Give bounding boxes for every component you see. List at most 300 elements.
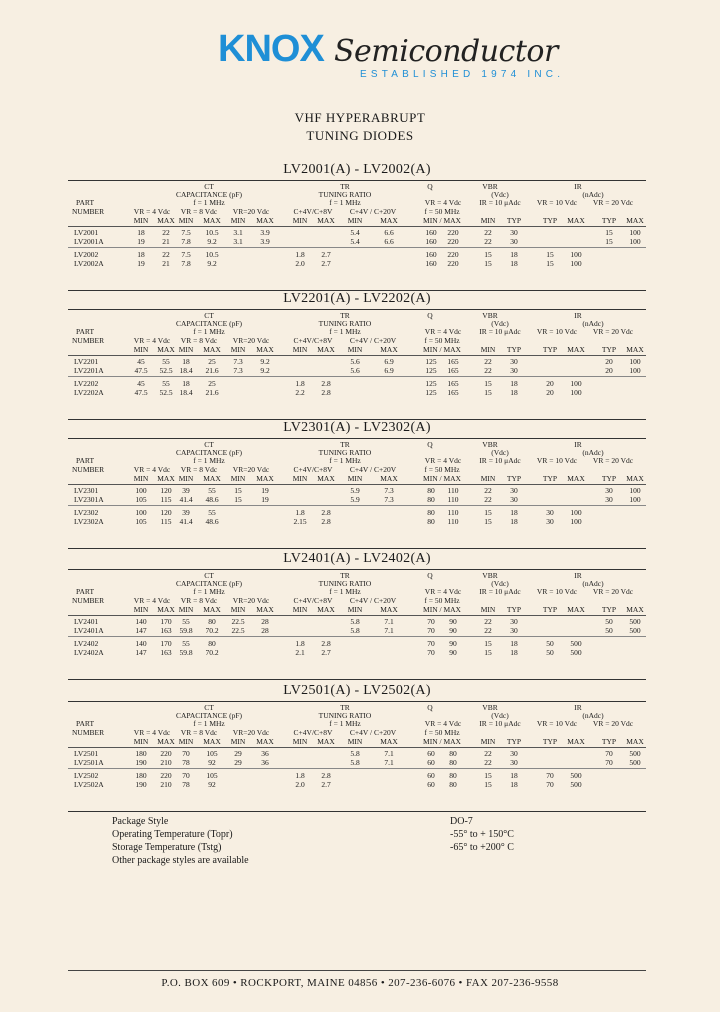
spec-value: 100 [570, 388, 582, 397]
column-header: MAX [256, 474, 274, 483]
part-number: LV2202 [74, 379, 99, 388]
spec-value: 60 [427, 749, 435, 758]
spec-value: 3.1 [233, 228, 243, 237]
spec-value: 7.3 [233, 357, 243, 366]
column-header: C+4V / C+20V [349, 465, 397, 474]
column-header: MIN [347, 605, 363, 614]
spec-table [68, 701, 646, 812]
column-header: f = 1 MHz [193, 587, 225, 596]
column-header: TR [340, 703, 350, 712]
column-header: CT [204, 182, 214, 191]
column-header: MAX [380, 216, 398, 225]
spec-value: 7.1 [384, 617, 394, 626]
column-header: MAX [203, 345, 221, 354]
column-header: VR=20 Vdc [232, 728, 270, 737]
column-header: MIN [480, 474, 496, 483]
spec-value: 15 [234, 486, 242, 495]
part-number: LV2501 [74, 749, 99, 758]
spec-value: 80 [427, 486, 435, 495]
spec-value: 78 [182, 780, 190, 789]
column-header: IR = 10 μAdc [479, 327, 521, 336]
column-header: (Vdc) [491, 319, 509, 328]
spec-value: 50 [546, 648, 554, 657]
column-header: C+4V/C+8V [293, 596, 333, 605]
spec-value: 60 [427, 771, 435, 780]
spec-value: 105 [206, 749, 218, 758]
spec-value: 18 [137, 250, 145, 259]
column-header: IR = 10 μAdc [479, 587, 521, 596]
spec-value: 18 [510, 259, 518, 268]
spec-value: 52.5 [159, 388, 173, 397]
part-number: LV2502 [74, 771, 99, 780]
spec-value: 100 [629, 495, 641, 504]
spec-value: 22 [484, 366, 492, 375]
spec-value: 1.8 [295, 508, 305, 517]
spec-value: 18 [510, 388, 518, 397]
spec-value: 140 [135, 617, 147, 626]
spec-value: 15 [605, 237, 613, 246]
spec-value: 7.8 [181, 259, 191, 268]
spec-value: 100 [570, 250, 582, 259]
column-header: MAX [626, 216, 644, 225]
column-header: f = 1 MHz [193, 198, 225, 207]
spec-value: 5.8 [350, 617, 360, 626]
spec-value: 30 [510, 228, 518, 237]
spec-value: 22 [484, 749, 492, 758]
spec-value: 78 [182, 758, 190, 767]
spec-value: 500 [629, 626, 641, 635]
spec-value: 2.0 [295, 780, 305, 789]
column-header: VR = 20 Vdc [592, 719, 634, 728]
spec-value: 18 [510, 771, 518, 780]
spec-value: 500 [629, 749, 641, 758]
spec-value: 70 [427, 617, 435, 626]
column-header: MAX [317, 345, 335, 354]
spec-value: 15 [484, 780, 492, 789]
column-header: C+4V / C+20V [349, 336, 397, 345]
header-divider [68, 484, 646, 485]
spec-value: 165 [447, 357, 459, 366]
spec-value: 48.6 [205, 517, 219, 526]
spec-value: 47.5 [134, 366, 148, 375]
spec-value: 52.5 [159, 366, 173, 375]
column-header: VBR [482, 703, 498, 712]
spec-value: 100 [135, 508, 147, 517]
spec-value: 6.9 [384, 357, 394, 366]
part-number: LV2302A [74, 517, 104, 526]
spec-value: 190 [135, 758, 147, 767]
group-divider [68, 247, 646, 248]
column-header: f = 1 MHz [329, 719, 361, 728]
spec-value: 15 [605, 228, 613, 237]
column-header: VR = 20 Vdc [592, 456, 634, 465]
note-row [112, 841, 532, 854]
spec-value: 70 [182, 771, 190, 780]
logo-established: ESTABLISHED 1974 INC. [360, 69, 565, 80]
column-header: MIN [347, 216, 363, 225]
spec-value: 9.2 [207, 237, 217, 246]
spec-value: 29 [234, 749, 242, 758]
spec-value: 15 [484, 379, 492, 388]
part-number: LV2201 [74, 357, 99, 366]
column-header: VR=20 Vdc [232, 207, 270, 216]
spec-value: 50 [605, 617, 613, 626]
spec-value: 2.1 [295, 648, 305, 657]
spec-value: 170 [160, 617, 172, 626]
spec-value: 60 [427, 780, 435, 789]
spec-value: 22 [484, 228, 492, 237]
spec-value: 45 [137, 357, 145, 366]
column-header: TUNING RATIO [318, 711, 372, 720]
section-title: LV2301(A) - LV2302(A) [283, 420, 431, 435]
spec-value: 18 [510, 639, 518, 648]
column-header: TYP [601, 737, 617, 746]
column-header: VR = 10 Vdc [536, 198, 578, 207]
column-header: VR = 4 Vdc [133, 207, 171, 216]
column-header: VR = 8 Vdc [180, 207, 218, 216]
spec-value: 125 [425, 366, 437, 375]
spec-value: 18 [510, 648, 518, 657]
spec-value: 22 [484, 237, 492, 246]
spec-value: 100 [629, 486, 641, 495]
column-header: MIN [292, 605, 308, 614]
part-number: LV2002 [74, 250, 99, 259]
column-header: VR = 20 Vdc [592, 198, 634, 207]
spec-value: 39 [182, 508, 190, 517]
column-header: NUMBER [72, 596, 105, 605]
spec-value: 100 [570, 517, 582, 526]
part-number: LV2402A [74, 648, 104, 657]
spec-value: 55 [162, 379, 170, 388]
note-value: -65° to +200° C [450, 842, 514, 853]
column-header: MAX [567, 474, 585, 483]
spec-value: 45 [137, 379, 145, 388]
spec-value: 15 [484, 771, 492, 780]
spec-value: 30 [510, 749, 518, 758]
column-header: MAX [626, 474, 644, 483]
spec-value: 160 [425, 259, 437, 268]
column-header: VR = 4 Vdc [133, 596, 171, 605]
section-title: LV2001(A) - LV2002(A) [283, 162, 431, 177]
column-header: f = 50 MHz [424, 336, 460, 345]
column-header: TUNING RATIO [318, 579, 372, 588]
column-header: MIN [292, 216, 308, 225]
spec-value: 500 [570, 648, 582, 657]
column-header: MAX [203, 605, 221, 614]
column-header: C+4V/C+8V [293, 336, 333, 345]
column-header: TYP [601, 345, 617, 354]
column-header: VR = 10 Vdc [536, 327, 578, 336]
column-header: C+4V/C+8V [293, 728, 333, 737]
column-header: (nAdc) [582, 190, 604, 199]
spec-value: 6.6 [384, 237, 394, 246]
spec-value: 80 [427, 517, 435, 526]
spec-value: 9.2 [260, 366, 270, 375]
spec-value: 90 [449, 617, 457, 626]
spec-value: 15 [484, 250, 492, 259]
spec-value: 163 [160, 626, 172, 635]
spec-value: 500 [570, 780, 582, 789]
spec-value: 30 [510, 626, 518, 635]
spec-value: 7.1 [384, 758, 394, 767]
column-header: f = 1 MHz [193, 456, 225, 465]
spec-value: 100 [135, 486, 147, 495]
note-row [112, 815, 532, 828]
column-header: CAPACITANCE (pF) [175, 190, 243, 199]
column-header: TYP [506, 737, 522, 746]
spec-value: 29 [234, 758, 242, 767]
column-header: MIN [178, 474, 194, 483]
spec-table [68, 309, 646, 420]
column-header: IR [574, 440, 582, 449]
part-number: LV2302 [74, 508, 99, 517]
spec-value: 18 [510, 780, 518, 789]
column-header: VR = 4 Vdc [424, 719, 462, 728]
column-header: VR = 4 Vdc [424, 587, 462, 596]
part-number: LV2201A [74, 366, 104, 375]
column-header: PART [76, 456, 95, 465]
spec-value: 7.1 [384, 626, 394, 635]
spec-value: 18.4 [179, 388, 193, 397]
column-header: MIN [133, 345, 149, 354]
spec-value: 59.8 [179, 648, 193, 657]
spec-value: 500 [629, 758, 641, 767]
spec-value: 15 [484, 639, 492, 648]
column-header: VR = 10 Vdc [536, 719, 578, 728]
column-header: MAX [380, 605, 398, 614]
group-divider [68, 636, 646, 637]
spec-value: 100 [629, 237, 641, 246]
column-header: TYP [601, 605, 617, 614]
spec-value: 3.1 [233, 237, 243, 246]
column-header: Q [427, 182, 433, 191]
spec-value: 18 [510, 517, 518, 526]
spec-value: 120 [160, 508, 172, 517]
column-header: VR = 4 Vdc [133, 336, 171, 345]
spec-value: 21.6 [205, 366, 219, 375]
column-header: MAX [626, 737, 644, 746]
group-divider [68, 505, 646, 506]
spec-value: 19 [137, 237, 145, 246]
spec-value: 5.9 [350, 495, 360, 504]
spec-value: 92 [208, 780, 216, 789]
note-value: DO-7 [450, 816, 473, 827]
column-header: MAX [157, 737, 175, 746]
column-header: Q [427, 571, 433, 580]
spec-value: 30 [510, 366, 518, 375]
spec-value: 70 [605, 758, 613, 767]
spec-value: 165 [447, 379, 459, 388]
part-number: LV2502A [74, 780, 104, 789]
column-header: MIN / MAX [423, 737, 461, 746]
column-header: C+4V/C+8V [293, 207, 333, 216]
column-header: PART [76, 719, 95, 728]
spec-value: 147 [135, 648, 147, 657]
column-header: Q [427, 703, 433, 712]
spec-value: 55 [182, 639, 190, 648]
spec-value: 210 [160, 758, 172, 767]
column-header: MIN [480, 737, 496, 746]
column-header: MIN [133, 737, 149, 746]
spec-value: 90 [449, 626, 457, 635]
spec-value: 10.5 [205, 250, 219, 259]
spec-value: 90 [449, 639, 457, 648]
part-number: LV2402 [74, 639, 99, 648]
spec-value: 55 [208, 508, 216, 517]
column-header: TR [340, 440, 350, 449]
part-number: LV2401 [74, 617, 99, 626]
column-header: f = 1 MHz [329, 327, 361, 336]
column-header: MIN [178, 345, 194, 354]
spec-value: 30 [510, 495, 518, 504]
company-logo [0, 20, 720, 90]
column-header: MIN [230, 605, 246, 614]
footer-divider [68, 970, 646, 971]
group-divider [68, 376, 646, 377]
spec-value: 210 [160, 780, 172, 789]
column-header: VR = 20 Vdc [592, 587, 634, 596]
spec-table [68, 569, 646, 680]
spec-value: 160 [425, 228, 437, 237]
spec-value: 25 [208, 379, 216, 388]
spec-value: 70 [182, 749, 190, 758]
column-header: (Vdc) [491, 448, 509, 457]
spec-value: 15 [234, 495, 242, 504]
column-header: TYP [542, 345, 558, 354]
spec-table [68, 180, 646, 291]
column-header: TUNING RATIO [318, 319, 372, 328]
spec-value: 70 [605, 749, 613, 758]
part-number: LV2202A [74, 388, 104, 397]
spec-value: 55 [162, 357, 170, 366]
spec-value: 5.8 [350, 749, 360, 758]
spec-value: 30 [510, 758, 518, 767]
column-header: IR = 10 μAdc [479, 198, 521, 207]
part-number: LV2001 [74, 228, 99, 237]
part-number: LV2002A [74, 259, 104, 268]
column-header: PART [76, 327, 95, 336]
column-header: MIN [178, 605, 194, 614]
column-header: (Vdc) [491, 579, 509, 588]
spec-value: 80 [449, 758, 457, 767]
document-title-line-2: TUNING DIODES [306, 128, 414, 143]
spec-value: 20 [546, 388, 554, 397]
spec-value: 5.8 [350, 626, 360, 635]
column-header: (nAdc) [582, 319, 604, 328]
spec-value: 2.7 [321, 780, 331, 789]
note-value: -55° to + 150°C [450, 829, 514, 840]
spec-value: 70.2 [205, 648, 219, 657]
spec-value: 7.5 [181, 228, 191, 237]
column-header: MAX [567, 605, 585, 614]
spec-value: 165 [447, 388, 459, 397]
column-header: f = 50 MHz [424, 465, 460, 474]
section-title: LV2501(A) - LV2502(A) [283, 683, 431, 698]
spec-value: 2.15 [293, 517, 307, 526]
spec-value: 7.8 [181, 237, 191, 246]
spec-value: 30 [546, 517, 554, 526]
column-header: VR = 4 Vdc [133, 465, 171, 474]
column-header: MIN / MAX [423, 216, 461, 225]
spec-value: 15 [484, 508, 492, 517]
spec-value: 47.5 [134, 388, 148, 397]
header-divider [68, 355, 646, 356]
spec-value: 2.8 [321, 508, 331, 517]
spec-value: 220 [447, 228, 459, 237]
spec-value: 105 [135, 495, 147, 504]
column-header: TR [340, 311, 350, 320]
spec-value: 110 [447, 495, 459, 504]
spec-value: 180 [135, 771, 147, 780]
column-header: VR = 8 Vdc [180, 336, 218, 345]
spec-value: 36 [261, 749, 269, 758]
column-header: TYP [506, 474, 522, 483]
spec-value: 70 [546, 771, 554, 780]
column-header: VR=20 Vdc [232, 336, 270, 345]
column-header: MAX [317, 605, 335, 614]
column-header: MIN [347, 474, 363, 483]
column-header: CT [204, 440, 214, 449]
spec-value: 220 [447, 259, 459, 268]
spec-value: 100 [629, 366, 641, 375]
column-header: TYP [601, 474, 617, 483]
column-header: MIN [133, 216, 149, 225]
column-header: MIN [230, 345, 246, 354]
spec-value: 15 [546, 259, 554, 268]
spec-value: 19 [137, 259, 145, 268]
column-header: PART [76, 587, 95, 596]
column-header: Q [427, 440, 433, 449]
note-row [112, 854, 532, 867]
section-title: LV2401(A) - LV2402(A) [283, 551, 431, 566]
spec-value: 500 [629, 617, 641, 626]
spec-value: 3.9 [260, 237, 270, 246]
note-label: Operating Temperature (Topr) [112, 829, 233, 840]
note-label: Package Style [112, 816, 169, 827]
spec-value: 22.5 [231, 617, 245, 626]
column-header: TR [340, 182, 350, 191]
column-header: f = 1 MHz [329, 587, 361, 596]
column-header: MIN / MAX [423, 474, 461, 483]
column-header: CT [204, 571, 214, 580]
spec-value: 22 [484, 758, 492, 767]
spec-value: 9.2 [260, 357, 270, 366]
spec-value: 18 [137, 228, 145, 237]
column-header: TYP [542, 737, 558, 746]
column-header: (nAdc) [582, 448, 604, 457]
column-header: MAX [203, 216, 221, 225]
spec-value: 100 [629, 228, 641, 237]
column-header: NUMBER [72, 465, 105, 474]
column-header: CT [204, 311, 214, 320]
spec-value: 90 [449, 648, 457, 657]
spec-value: 125 [425, 388, 437, 397]
spec-value: 147 [135, 626, 147, 635]
spec-value: 7.5 [181, 250, 191, 259]
note-label: Storage Temperature (Tstg) [112, 842, 222, 853]
spec-value: 30 [510, 486, 518, 495]
spec-value: 1.8 [295, 771, 305, 780]
spec-value: 15 [484, 648, 492, 657]
column-header: VR = 8 Vdc [180, 465, 218, 474]
company-address: P.O. BOX 609 • ROCKPORT, MAINE 04856 • 207-236-6076 • FAX 207-236-9558 [161, 977, 559, 989]
spec-value: 80 [208, 617, 216, 626]
spec-value: 1.8 [295, 250, 305, 259]
column-header: C+4V/C+8V [293, 465, 333, 474]
spec-value: 2.0 [295, 259, 305, 268]
part-number: LV2001A [74, 237, 104, 246]
spec-value: 160 [425, 250, 437, 259]
